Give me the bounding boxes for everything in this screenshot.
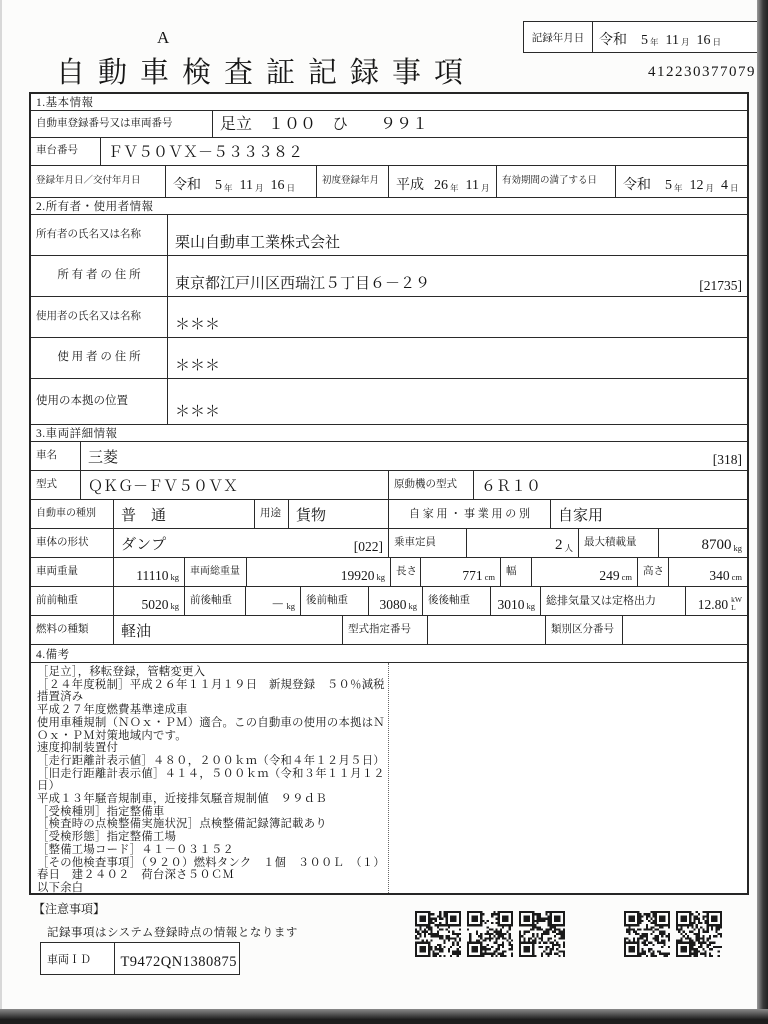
scan-edge-right <box>757 0 768 1024</box>
engine-model-value: ６Ｒ１０ <box>481 479 542 496</box>
section4-heading: 4.備考 <box>31 645 747 663</box>
day: 16 <box>696 33 711 48</box>
remark-line: ［走行距離計表示値］４８０，２００ｋｍ（令和４年１２月５日） <box>37 754 385 767</box>
user-address-label: 使 用 者 の 住 所 <box>31 338 168 378</box>
height-value <box>669 558 747 586</box>
fuel-row <box>31 616 747 645</box>
dates-row <box>31 166 747 198</box>
rear-rear-axle-number: 3010 <box>497 596 525 612</box>
day-unit: 日 <box>730 183 739 194</box>
private-business-value: 自家用 <box>558 508 604 525</box>
kg-unit: kg <box>286 601 295 612</box>
length-number: 771 <box>462 567 483 583</box>
vehicle-name-text: 三菱 <box>88 450 119 467</box>
year: 5 <box>665 178 672 194</box>
length-value <box>421 558 501 586</box>
month-unit: 月 <box>681 37 690 47</box>
day-unit: 日 <box>712 37 722 47</box>
payload-number: 8700 <box>701 537 732 554</box>
first-registration-value <box>389 166 497 197</box>
corner-mark: A <box>157 28 170 47</box>
displacement-value <box>686 587 747 615</box>
record-date-box <box>523 21 758 53</box>
notice-body: 記録事項はシステム登録時点の情報となります <box>47 927 298 939</box>
use-value: 貨物 <box>289 500 389 528</box>
vehicle-id-value: T9472QN1380875 <box>120 954 237 970</box>
year-unit: 年 <box>224 183 233 194</box>
remark-line: 速度抑制装置付 <box>37 742 119 755</box>
kg-unit: kg <box>170 572 179 583</box>
height-label: 高さ <box>638 558 669 586</box>
rear-rear-axle-label: 後後軸重 <box>423 587 491 615</box>
remark-line: 平成２７年度燃費基準達成車 <box>37 704 188 717</box>
cm-unit: cm <box>621 572 632 583</box>
remark-line: 使用車種規制（ＮＯｘ・ＰＭ）適合。この自動車の使用の本拠はＮＯｘ・ＰＭ対策地域内です。 <box>37 716 385 742</box>
kg-unit: kg <box>376 572 385 583</box>
kg-unit: kg <box>408 601 417 612</box>
notice-title: 【注意事項】 <box>33 902 106 916</box>
private-business-label: 自 家 用 ・ 事 業 用 の 別 <box>389 500 551 528</box>
rear-front-axle-label: 後前軸重 <box>301 587 369 615</box>
owner-address-code: [21735] <box>699 277 742 293</box>
rear-front-axle-number: 3080 <box>379 596 407 612</box>
day: 4 <box>721 178 729 194</box>
remark-line: ［受検種別］指定整備車 <box>37 805 165 818</box>
registration-number-row <box>31 111 747 138</box>
registration-date-value <box>166 166 317 197</box>
classification-number-label: 類別区分番号 <box>546 616 623 644</box>
month: 11 <box>239 178 253 194</box>
day-unit: 日 <box>286 183 296 194</box>
kw-unit: kW <box>731 594 742 604</box>
remark-line: ［整備工場コード］４１－０３１５２ <box>37 843 235 856</box>
displacement-number: 12.80 <box>697 596 729 612</box>
owner-name-row <box>31 215 747 256</box>
section1-heading: 1.基本情報 <box>31 94 747 111</box>
vehicle-weight-value <box>114 558 185 586</box>
user-address-row <box>31 338 747 379</box>
front-rear-axle-value <box>246 587 301 615</box>
model-label: 型式 <box>31 471 81 499</box>
use-label: 用途 <box>255 500 289 528</box>
month-unit: 月 <box>705 183 715 194</box>
front-rear-axle-label: 前後軸重 <box>185 587 246 615</box>
vehicle-name-label: 車名 <box>31 442 81 470</box>
axle-weights-row <box>31 587 747 616</box>
registration-number-label: 自動車登録番号又は車両番号 <box>31 111 213 137</box>
vehicle-class-value: 普 通 <box>114 500 255 528</box>
owner-name-label: 所有者の氏名又は名称 <box>31 215 168 255</box>
document-number: 412230377079 <box>648 64 756 80</box>
base-location-row <box>31 379 747 425</box>
remark-line: 春日 建２４０２ 荷台深さ５０ＣＭ <box>37 869 235 882</box>
base-location-value: ＊＊＊ <box>175 404 221 421</box>
day: 16 <box>270 178 285 194</box>
first-registration-label: 初度登録年月 <box>317 166 389 197</box>
capacity-number: 2 <box>554 537 563 554</box>
year: 26 <box>434 178 448 194</box>
era: 令和 <box>173 178 201 194</box>
length-label: 長さ <box>391 558 421 586</box>
body-shape-text: ダンプ <box>121 537 167 554</box>
liter-unit: L <box>731 602 736 612</box>
owner-address-text: 東京都江戸川区西瑞江５丁目６－２９ <box>175 276 431 293</box>
record-date-label: 記録年月日 <box>524 22 593 52</box>
classification-number-value <box>623 616 747 644</box>
expiry-date-label: 有効期間の満了する日 <box>497 166 616 197</box>
rear-rear-axle-value <box>491 587 541 615</box>
chassis-number-row <box>31 138 747 166</box>
record-date-value <box>593 22 757 52</box>
owner-address-row <box>31 256 747 297</box>
section3-heading: 3.車両詳細情報 <box>31 425 747 442</box>
remark-line: 平成１３年騒音規制車，近接排気騒音規制値 ９９ｄＢ <box>37 793 327 806</box>
class-row <box>31 500 747 529</box>
section2-heading: 2.所有者・使用者情報 <box>31 198 747 215</box>
year-unit: 年 <box>450 183 459 194</box>
user-name-row <box>31 297 747 338</box>
vehicle-weight-label: 車両重量 <box>31 558 114 586</box>
base-location-label: 使用の本拠の位置 <box>31 379 168 424</box>
fuel-type-value: 軽油 <box>114 616 343 644</box>
page-title: 自動車検査証記録事項 <box>56 57 477 89</box>
chassis-number-label: 車台番号 <box>31 138 101 165</box>
remark-line: ［その他検査事項］（９２０）燃料タンク １個 ３００Ｌ （１） <box>37 856 385 869</box>
qr-code <box>467 911 513 957</box>
chassis-number-value: ＦＶ５０ＶＸ－５３３３８２ <box>108 145 304 162</box>
expiry-date-value <box>616 166 747 197</box>
type-approval-number-label: 型式指定番号 <box>343 616 428 644</box>
era: 令和 <box>599 33 627 48</box>
gross-weight-label: 車両総重量 <box>185 558 247 586</box>
registration-date-label: 登録年月日／交付年月日 <box>31 166 166 197</box>
remark-line: 以下余白 <box>37 881 84 894</box>
width-label: 幅 <box>501 558 532 586</box>
qr-code <box>415 911 461 957</box>
month: 12 <box>689 178 704 194</box>
weights-row <box>31 558 747 587</box>
vehicle-name-value <box>81 442 747 470</box>
remark-line: ［受検形態］指定整備工場 <box>37 831 177 844</box>
displacement-label: 総排気量又は定格出力 <box>541 587 686 615</box>
remarks-empty-column <box>389 663 747 893</box>
vehicle-weight-number: 11110 <box>136 567 169 583</box>
gross-weight-value <box>247 558 391 586</box>
qr-code <box>676 911 722 957</box>
kg-unit: kg <box>733 543 742 554</box>
engine-model-label: 原動機の型式 <box>389 471 474 499</box>
owner-name-value: 栗山自動車工業株式会社 <box>175 235 341 252</box>
registration-number-value: 足立 １００ ひ ９９１ <box>220 116 429 134</box>
scan-edge-left <box>0 0 2 1024</box>
year-unit: 年 <box>650 37 659 47</box>
width-value <box>532 558 638 586</box>
gross-weight-number: 19920 <box>340 567 375 583</box>
person-unit: 人 <box>564 543 573 554</box>
rear-front-axle-value <box>369 587 423 615</box>
scan-edge-bottom <box>0 1009 768 1024</box>
remarks-text-column <box>31 663 389 893</box>
month: 11 <box>465 178 479 194</box>
payload-label: 最大積載量 <box>579 529 659 557</box>
fuel-type-label: 燃料の種類 <box>31 616 114 644</box>
kg-unit: kg <box>170 601 179 612</box>
vehicle-name-row <box>31 442 747 471</box>
vehicle-class-label: 自動車の種別 <box>31 500 114 528</box>
remark-line: ［検査時の点検整備実施状況］点検整備記録簿記載あり <box>37 818 327 831</box>
body-shape-code: [022] <box>353 538 383 554</box>
width-number: 249 <box>599 567 620 583</box>
capacity-value <box>467 529 579 557</box>
year: 5 <box>641 33 648 48</box>
owner-address-label: 所 有 者 の 住 所 <box>31 256 168 296</box>
type-approval-number-value <box>428 616 546 644</box>
month: 11 <box>665 33 679 48</box>
cm-unit: cm <box>731 572 742 583</box>
remark-line: ［２４年度税制］平成２６年１１月１９日 新規登録 ５０％減税措置済み <box>37 678 385 704</box>
cm-unit: cm <box>484 572 495 583</box>
remark-line: ［旧走行距離計表示値］４１４，５００ｋｍ（令和３年１１月１２日） <box>37 767 385 793</box>
main-table <box>29 92 749 895</box>
remarks-row <box>31 663 747 893</box>
displacement-units <box>731 596 742 613</box>
height-number: 340 <box>709 567 730 583</box>
front-front-axle-number: 5020 <box>141 596 169 612</box>
front-front-axle-label: 前前軸重 <box>31 587 114 615</box>
month-unit: 月 <box>255 183 264 194</box>
body-shape-label: 車体の形状 <box>31 529 114 557</box>
front-front-axle-value <box>114 587 185 615</box>
owner-address-value <box>168 256 747 296</box>
user-name-label: 使用者の氏名又は名称 <box>31 297 168 337</box>
qr-code <box>519 911 565 957</box>
kg-unit: kg <box>526 601 535 612</box>
front-rear-axle-number: － <box>271 596 285 612</box>
vehicle-id-box <box>40 942 240 975</box>
qr-code <box>624 911 670 957</box>
era: 令和 <box>623 178 651 194</box>
capacity-label: 乗車定員 <box>389 529 467 557</box>
user-address-value: ＊＊＊ <box>175 358 221 375</box>
model-value: ＱＫＧ－ＦＶ５０ＶＸ <box>81 471 389 499</box>
model-row <box>31 471 747 500</box>
body-shape-row <box>31 529 747 558</box>
year: 5 <box>215 178 222 194</box>
era: 平成 <box>396 178 424 194</box>
year-unit: 年 <box>674 183 683 194</box>
vehicle-name-code: [318] <box>712 451 742 467</box>
vehicle-id-label: 車両ＩＤ <box>41 943 115 974</box>
user-name-value: ＊＊＊ <box>175 317 221 334</box>
payload-value <box>659 529 747 557</box>
month-unit: 月 <box>481 183 490 194</box>
body-shape-value <box>114 529 389 557</box>
remark-line: ［足立］，移転登録，管轄変更入 <box>37 666 206 678</box>
